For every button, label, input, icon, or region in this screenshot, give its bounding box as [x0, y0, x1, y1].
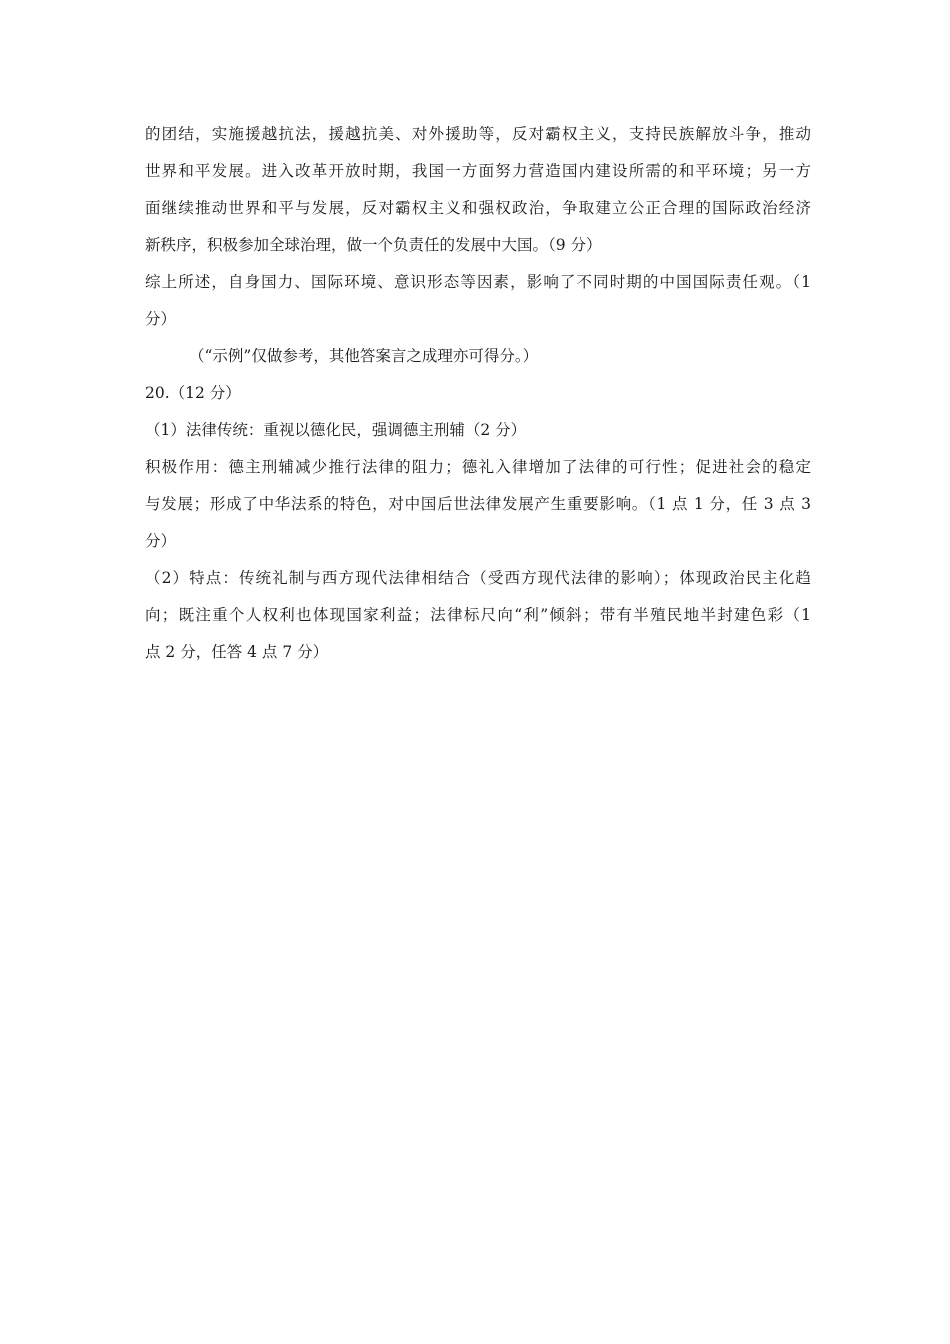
text-line: （2）特点：传统礼制与西方现代法律相结合（受西方现代法律的影响）；体现政治民主化趋	[145, 569, 811, 587]
text-line: 分）	[145, 310, 177, 328]
question-number: 20.（12 分）	[145, 384, 241, 402]
text-line: 世界和平发展。进入改革开放时期，我国一方面努力营造国内建设所需的和平环境；另一方	[145, 162, 811, 180]
text-line: 分）	[145, 532, 177, 550]
text-line: 向；既注重个人权利也体现国家利益；法律标尺向“利”倾斜；带有半殖民地半封建色彩（1	[145, 606, 811, 624]
text-line: 新秩序，积极参加全球治理，做一个负责任的发展中大国。（9 分）	[145, 236, 602, 254]
text-line: （1）法律传统：重视以德化民，强调德主刑辅（2 分）	[145, 421, 527, 439]
text-line: 点 2 分，任答 4 点 7 分）	[145, 643, 329, 661]
text-line: 面继续推动世界和平与发展，反对霸权主义和强权政治，争取建立公正合理的国际政治经济	[145, 199, 811, 217]
text-line: 综上所述，自身国力、国际环境、意识形态等因素，影响了不同时期的中国国际责任观。（1	[145, 273, 811, 291]
note-line: （“示例”仅做参考，其他答案言之成理亦可得分。）	[189, 347, 539, 365]
text-line: 与发展；形成了中华法系的特色，对中国后世法律发展产生重要影响。（1 点 1 分，任 3 点 3	[145, 495, 811, 513]
document-page	[145, 116, 811, 671]
text-line: 的团结，实施援越抗法，援越抗美、对外援助等，反对霸权主义，支持民族解放斗争，推动	[145, 125, 811, 143]
text-line: 积极作用：德主刑辅减少推行法律的阻力；德礼入律增加了法律的可行性；促进社会的稳定	[145, 458, 811, 476]
